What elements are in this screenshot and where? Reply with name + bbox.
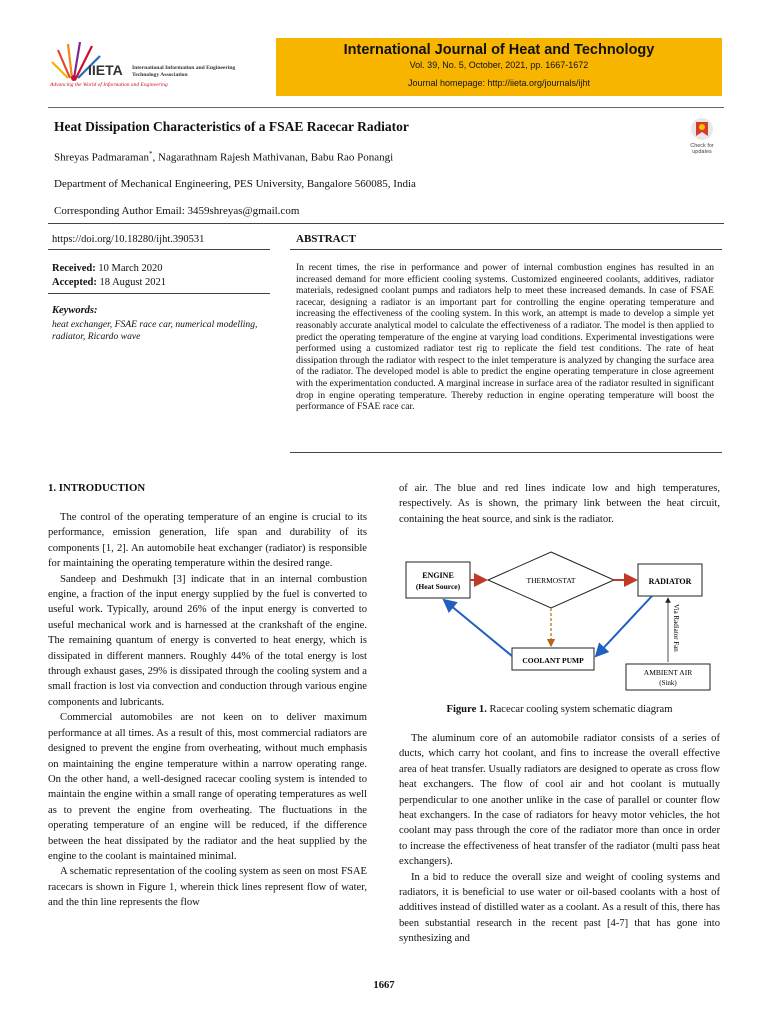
radiator-to-pump-line [596,596,652,656]
paragraph: Commercial automobiles are not keen on to deliver maximum performance at all times. As a result of this, most commercial radiators are designed to prevent the engine from overheating, without much emphasis on maintaining the engine temperature within a narrow operating range. On the other hand, a well-designed racecar cooling system is intended to maintain the engine within a small range of operating temperatures as well as to prevent the engine from overheating. The fluctuations in the operating temperature of an engine will be reduced, if the difference between the heat dissipated by the radiator and the heat supplied by the engine to the coolant is maintained minimal. [48,712,367,862]
logo-brand-text: IIETA [88,62,123,78]
section-heading-introduction: 1. INTRODUCTION [48,482,146,494]
publisher-logo [48,38,248,96]
abstract-bottom-divider [290,452,722,453]
doi-link[interactable]: https://doi.org/10.18280/ijht.390531 [52,234,205,245]
corresponding-email[interactable]: Corresponding Author Email: 3459shreyas@gmail.com [54,205,300,217]
ambient-air-sublabel: (Sink) [659,679,677,687]
received-value: 10 March 2020 [95,263,163,274]
journal-title: International Journal of Heat and Technology [343,42,655,58]
dates-divider [48,293,270,294]
paper-title: Heat Dissipation Characteristics of a FSAE Racecar Radiator [54,119,409,134]
left-column [48,510,367,911]
engine-box [406,562,470,598]
ambient-air-label: AMBIENT AIR [643,668,693,677]
abstract-text: In recent times, the rise in performance and power of internal combustion engines has resulted in an increased demand for more efficient cooling systems. Customized engineered coolants, additives, radiator materials, redesigned coolant pumps and radiators help to meet these increased demands. In case of FSAE racecar, designing a radiator is an important part for controlling the engine operating temperature and increasing the effectiveness of the cooling system. In this work, an attempt is made to develop a simple yet reasonably accurate analytical model to calculate the effectiveness of a radiator. The model is then applied to predict the operating temperature of the engine at varying load conditions. Experimental investigations were performed using a customized radiator test rig to replicate the field test conditions. The rate of heat dissipation through the radiator with respect to the inlet temperature is analyzed by changing the surface area of the radiator. The developed model is able to predict the engine operating temperature in close agreement with the experimentation conducted. A marginal increase in surface area of the radiator resulted in significant drop in engine operating temperature. Thereby reduction in engine operating temperature will boost the performance of FSAE race car. [296,262,714,413]
engine-sublabel: (Heat Source) [415,582,461,591]
meta-divider [48,223,724,224]
paragraph: of air. The blue and red lines indicate low and high temperatures, respectively. As is shown, the primary link between the heat circuit, containing the heat source, and sink is the radiator. [399,483,720,525]
check-for-updates-icon [682,116,722,156]
page-number: 1667 [373,980,395,991]
other-authors: , Nagarathnam Rajesh Mathivanan, Babu Rao Ponangi [152,151,394,164]
journal-banner [276,38,722,96]
figure-caption-text: Racecar cooling system schematic diagram [486,704,673,715]
radiator-fan-label: Via Radiator Fan [672,604,680,652]
affiliation: Department of Mechanical Engineering, PES University, Bangalore 560085, India [54,178,416,190]
paragraph: In a bid to reduce the overall size and weight of cooling systems and radiators, it is beneficial to use water or oil-based coolants with a host of additives instead of distilled water as a coolant. As a result of this, there has been substantial research in the recent past [4-7] that has gone into synthesizing and [399,871,720,945]
figure-1-diagram [404,548,722,693]
figure-1-caption [399,704,720,715]
author-list [54,150,393,164]
paragraph: A schematic representation of the cooling system as seen on most FSAE racecars is shown in Figure 1, wherein thick lines represent flow of water, and the thin line represents the flow [48,866,367,909]
corresponding-mark: * [149,150,153,158]
updates-label-1: Check for [690,143,714,149]
author-1: Shreyas Padmaraman [54,151,149,164]
thermostat-label: THERMOSTAT [526,576,576,585]
doi-divider [48,249,270,250]
abstract-top-divider [290,249,722,250]
received-label: Received: [52,263,96,274]
keywords-heading: Keywords: [52,305,98,316]
logo-tagline: Advancing the World of Information and Engineering [50,82,168,88]
abstract-heading: ABSTRACT [296,233,356,245]
accepted-label: Accepted: [52,277,97,288]
coolant-pump-label: COOLANT PUMP [522,656,584,665]
paragraph: The control of the operating temperature of an engine is crucial to its performance, emission generation, life span and durability of its components [1, 2]. An automobile heat exchanger (radiator) is responsible for maintaining the operating temperature within the desired range. [48,512,367,570]
updates-label-2: updates [692,149,712,155]
pump-to-engine-line [444,600,512,656]
accepted-date [52,277,166,288]
check-for-updates-badge[interactable] [682,116,722,156]
logo-association-name: International Information and Engineering Technology Association [132,65,236,78]
right-column-bottom [399,731,720,947]
paragraph: The aluminum core of an automobile radiator consists of a series of ducts, which carry hot coolant, and fins to increase the overall effective area of heat transfer. Usually radiators are designed to operate as cross flow heat exchangers. The flow of cool air and hot coolant is mutually perpendicular to one another unlike in the case of parallel or counter flow heat exchangers. In the case of radiators for heavy motor vehicles, the hot coolant may pass through the core of the radiator more than once in order to increase the effectiveness of heat transfer of the radiator (multi pass heat exchangers). [399,733,720,868]
paragraph: Sandeep and Deshmukh [3] indicate that in an internal combustion engine, a fraction of the input energy supplied by the fuel is converted to useful work. Typically, around 26% of the input energy is converted to useful mechanical work and is harnessed at the crankshaft of the engine. The remaining quantum of energy is converted to heat energy, which is dissipated in different manners. Roughly 44% of the total energy is lost through exhaust gases, 29% is dissipated through the cooling system and a small fraction is lost via convection and conduction through various engine components and lubricants. [48,573,367,708]
keywords-list: heat exchanger, FSAE race car, numerical modelling, radiator, Ricardo wave [52,319,258,342]
right-column-top [399,481,720,527]
received-date [52,263,163,274]
header-divider [48,107,724,108]
radiator-label: RADIATOR [648,577,692,586]
accepted-value: 18 August 2021 [96,277,167,288]
journal-homepage-link[interactable]: Journal homepage: http://iieta.org/journals/ijht [407,78,591,88]
figure-caption-label: Figure 1. [446,704,487,715]
journal-volume: Vol. 39, No. 5, October, 2021, pp. 1667-1672 [409,60,589,70]
engine-label: ENGINE [422,571,454,580]
